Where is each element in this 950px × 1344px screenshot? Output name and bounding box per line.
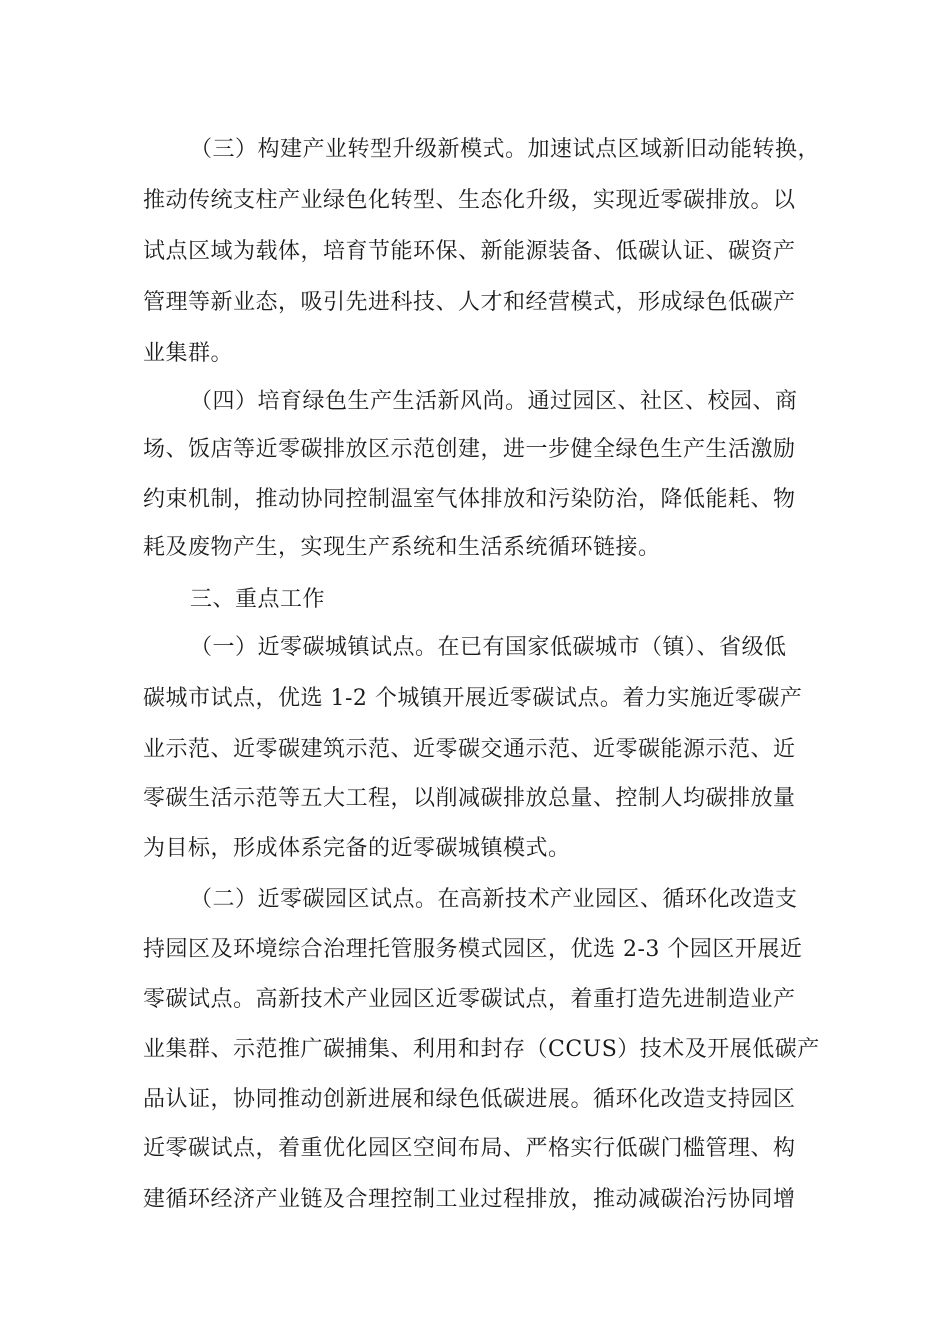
text-line: （三）构建产业转型升级新模式。加速试点区域新旧动能转换， — [190, 137, 821, 162]
text-line: 业集群。 — [143, 341, 234, 366]
text-line: 业示范、近零碳建筑示范、近零碳交通示范、近零碳能源示范、近 — [143, 737, 796, 762]
text-line: 业集群、示范推广碳捕集、利用和封存（CCUS）技术及开展低碳产 — [143, 1037, 820, 1062]
heading-text: 三、重点工作 — [190, 587, 326, 612]
text-line: 零碳试点。高新技术产业园区近零碳试点，着重打造先进制造业产 — [143, 987, 796, 1012]
text-line: 品认证，协同推动创新进展和绿色低碳进展。循环化改造支持园区 — [143, 1087, 796, 1112]
text-line: （一）近零碳城镇试点。在已有国家低碳城市（镇）、省级低 — [190, 635, 787, 660]
text-line: 为目标，形成体系完备的近零碳城镇模式。 — [143, 836, 571, 861]
text-line: 近零碳试点，着重优化园区空间布局、严格实行低碳门槛管理、构 — [143, 1136, 796, 1161]
text-line: 管理等新业态，吸引先进科技、人才和经营模式，形成绿色低碳产 — [143, 290, 796, 315]
text-line: 持园区及环境综合治理托管服务模式园区，优选 2-3 个园区开展近 — [143, 937, 803, 962]
text-line: 试点区域为载体，培育节能环保、新能源装备、低碳认证、碳资产 — [143, 239, 796, 264]
text-line: 约束机制，推动协同控制温室气体排放和污染防治，降低能耗、物 — [143, 487, 796, 512]
text-line: 碳城市试点，优选 1-2 个城镇开展近零碳试点。着力实施近零碳产 — [143, 686, 803, 711]
text-line: 场、饭店等近零碳排放区示范创建，进一步健全绿色生产生活激励 — [143, 437, 796, 462]
text-line: （二）近零碳园区试点。在高新技术产业园区、循环化改造支 — [190, 887, 798, 912]
text-line: 零碳生活示范等五大工程，以削减碳排放总量、控制人均碳排放量 — [143, 786, 796, 811]
text-line: 推动传统支柱产业绿色化转型、生态化升级，实现近零碳排放。以 — [143, 188, 796, 213]
text-line: 建循环经济产业链及合理控制工业过程排放，推动减碳治污协同增 — [143, 1187, 796, 1212]
text-line: （四）培育绿色生产生活新风尚。通过园区、社区、校园、商 — [190, 389, 798, 414]
text-line: 耗及废物产生，实现生产系统和生活系统循环链接。 — [143, 535, 661, 560]
